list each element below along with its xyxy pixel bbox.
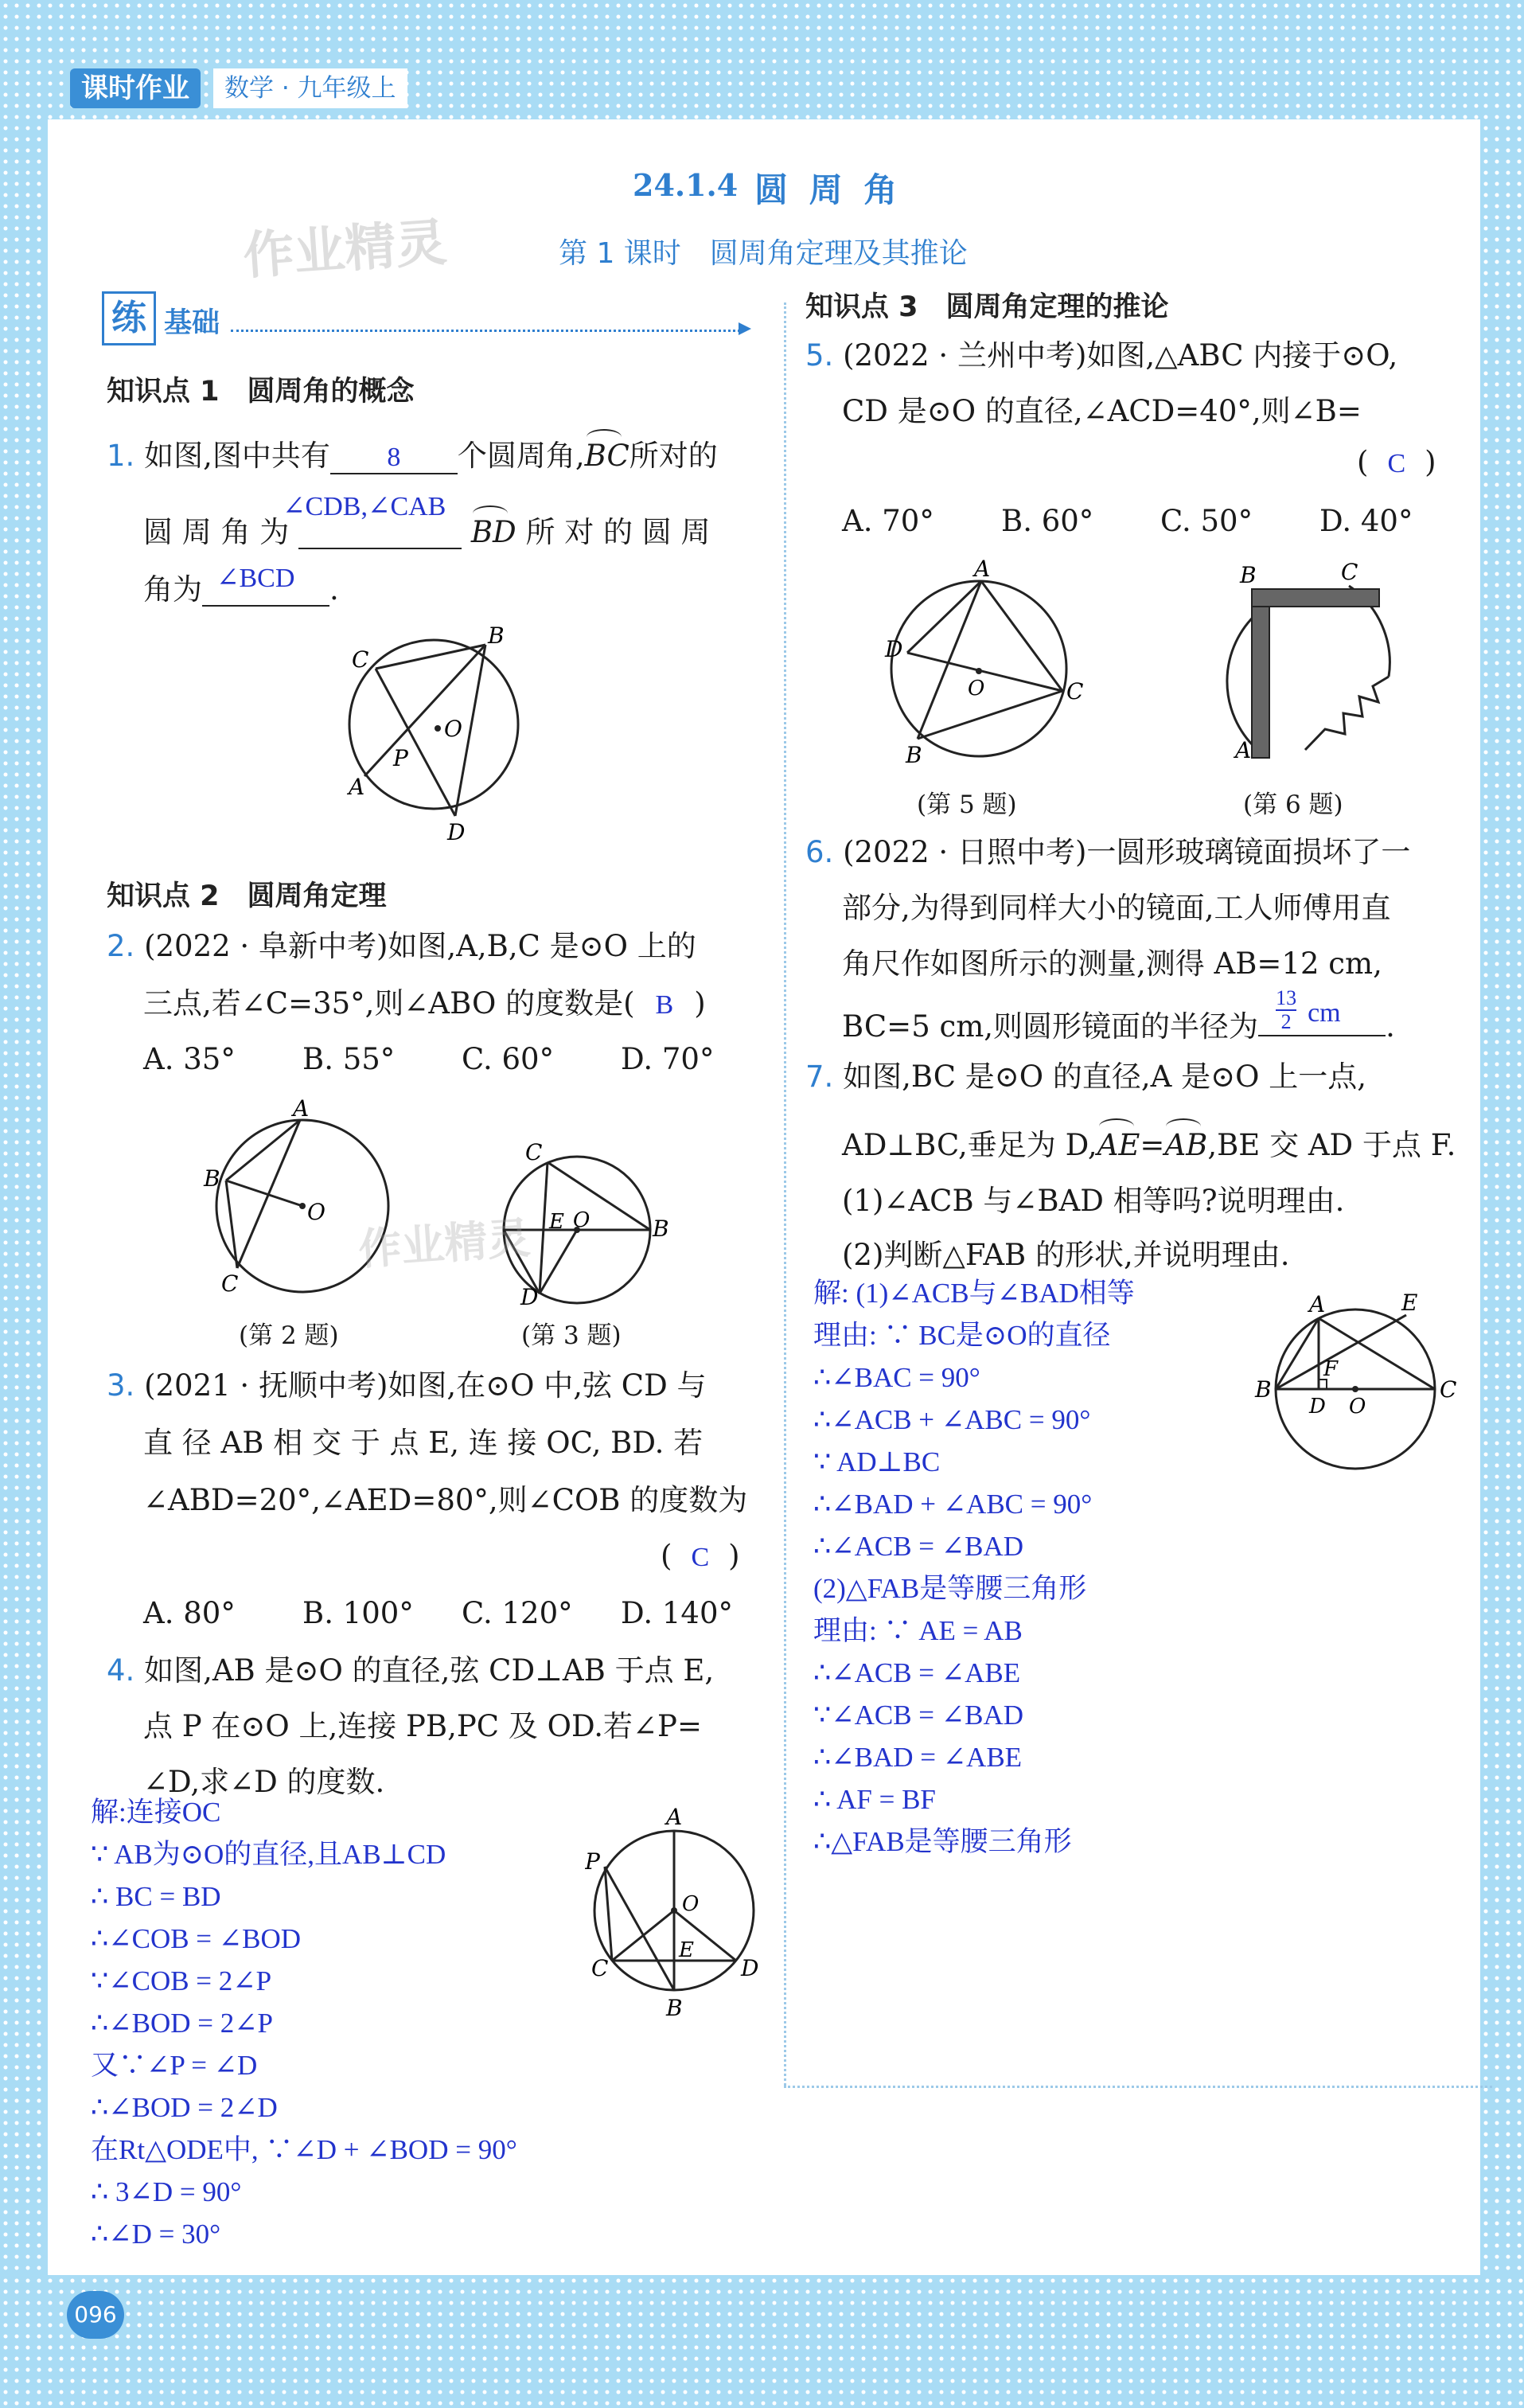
q7-sol-line: ∴∠ACB = ∠BAD — [813, 1531, 1024, 1562]
q5-number: 5. — [805, 338, 834, 373]
q2-text-2: 三点,若∠C=35°,则∠ABO 的度数是( — [143, 986, 635, 1021]
q4-sol-line: ∴ BC = BD — [91, 1881, 221, 1912]
q7-arc-ae: AE — [1097, 1128, 1140, 1162]
q1-answer-arc-bc: ∠CDB,∠CAB — [298, 517, 462, 549]
svg-text:C: C — [525, 1142, 543, 1165]
q7-text-2a: AD⊥BC,垂足为 D, — [842, 1128, 1097, 1162]
q7-solution — [813, 1272, 1135, 1863]
q7-sol-line: 解: (1)∠ACB与∠BAD相等 — [813, 1278, 1135, 1309]
q3-option-a: A. 80° — [143, 1596, 236, 1630]
q2-line1 — [107, 931, 696, 962]
svg-text:A: A — [974, 557, 991, 582]
q4-sol-line: ∴∠BOD = 2∠D — [91, 2092, 278, 2123]
q4-line1 — [107, 1653, 715, 1688]
q2-option-c: C. 60° — [462, 1042, 555, 1076]
q7-sol-line: ∴△FAB是等腰三角形 — [813, 1826, 1072, 1857]
q4-solution — [91, 1791, 517, 2255]
q4-sol-line: 解:连接OC — [91, 1797, 221, 1828]
q7-sol-line: ∴∠ACB + ∠ABC = 90° — [813, 1404, 1091, 1435]
svg-text:D: D — [1309, 1395, 1326, 1419]
right-border — [1480, 0, 1524, 2408]
practice-label: 基础 — [164, 307, 220, 339]
svg-text:E: E — [1401, 1290, 1418, 1316]
q3-caption: (第 3 题) — [521, 1321, 622, 1350]
header-brand: 课时作业 — [70, 68, 201, 108]
svg-text:C: C — [1440, 1376, 1457, 1403]
header-subject: 数学 · 九年级上 — [213, 68, 407, 108]
svg-text:D: D — [447, 819, 466, 844]
q4-sol-line: ∴∠BOD = 2∠P — [91, 2008, 274, 2039]
q7-eq: = — [1140, 1128, 1165, 1162]
q2-close: ) — [694, 986, 706, 1021]
q6-ruler-vertical — [1252, 589, 1269, 758]
q3-line2: 直 径 AB 相 交 于 点 E, 连 接 OC, BD. 若 — [143, 1426, 704, 1460]
column-divider — [784, 302, 786, 2086]
svg-text:B: B — [488, 622, 505, 649]
q7-sol-line: ∵∠ACB = ∠BAD — [813, 1700, 1024, 1731]
q1-answer-arc-bd: ∠BCD — [202, 575, 329, 607]
q4-sol-line: 在Rt△ODE中, ∵∠D + ∠BOD = 90° — [91, 2134, 517, 2165]
q2-number: 2. — [107, 929, 135, 963]
q7-line4: (2)判断△FAB 的形状,并说明理由. — [842, 1238, 1290, 1272]
svg-text:B: B — [1255, 1376, 1272, 1403]
q7-sol-line: ∴ AF = BF — [813, 1784, 936, 1815]
q2-text: (2022 · 阜新中考)如图,A,B,C 是⊙O 上的 — [144, 929, 696, 963]
q1-text-e: 所 对 的 圆 周 — [525, 515, 711, 549]
q6-end: . — [1386, 1009, 1395, 1044]
q4-figure — [585, 1807, 776, 2022]
svg-text:D: D — [520, 1284, 539, 1309]
white-ledge — [48, 119, 72, 2275]
q1-text: 如图,图中共有 — [144, 439, 330, 473]
q6-text-4: BC=5 cm,则圆形镜面的半径为 — [842, 1009, 1259, 1044]
q5-option-d: D. 40° — [1319, 504, 1413, 538]
q6-line3: 角尺作如图所示的测量,测得 AB=12 cm, — [842, 946, 1382, 981]
q7-line3: (1)∠ACB 与∠BAD 相等吗?说明理由. — [842, 1184, 1345, 1218]
q1-text-b: 个圆周角, — [457, 439, 585, 473]
q1-arc-bd: BD — [471, 515, 516, 549]
q3-number: 3. — [107, 1368, 135, 1403]
q6-line1 — [805, 837, 1410, 868]
q7-sol-line: (2)△FAB是等腰三角形 — [813, 1573, 1087, 1604]
q2-option-d: D. 70° — [621, 1042, 715, 1076]
q3-answer-line — [661, 1541, 740, 1573]
q4-sol-line: ∴∠D = 30° — [91, 2219, 221, 2250]
q5-open: ( — [1357, 445, 1369, 479]
svg-text:O: O — [307, 1199, 325, 1225]
q7-sol-line: 理由: ∵ BC是⊙O的直径 — [813, 1320, 1111, 1351]
q4-line2: 点 P 在⊙O 上,连接 PB,PC 及 OD.若∠P= — [143, 1709, 702, 1743]
svg-text:B: B — [666, 1995, 683, 2021]
q2-options — [143, 1044, 714, 1075]
q6-caption: (第 6 题) — [1243, 790, 1343, 819]
q4-sol-line: ∵∠COB = 2∠P — [91, 1965, 272, 1996]
q1-line3 — [143, 564, 339, 607]
q7-number: 7. — [805, 1060, 834, 1094]
q3-option-c: C. 120° — [462, 1596, 573, 1630]
q1-line1 — [107, 441, 718, 474]
q3-options — [143, 1598, 733, 1629]
practice-dotted-line — [231, 330, 740, 332]
q5-option-a: A. 70° — [842, 504, 934, 538]
q4-sol-line: ∴∠COB = ∠BOD — [91, 1923, 302, 1954]
q6-text-1: (2022 · 日照中考)一圆形玻璃镜面损坏了一 — [843, 835, 1411, 869]
q6-figure — [1194, 557, 1432, 772]
svg-text:E: E — [679, 1938, 694, 1962]
svg-text:C: C — [1066, 678, 1084, 704]
q7-sol-line: ∴∠ACB = ∠ABE — [813, 1657, 1021, 1688]
q7-sol-line: ∵ AD⊥BC — [813, 1446, 941, 1477]
q5-option-c: C. 50° — [1160, 504, 1253, 538]
svg-text:F: F — [1323, 1357, 1339, 1381]
q7-sol-line: ∴∠BAD + ∠ABC = 90° — [813, 1489, 1093, 1520]
practice-arrow-icon — [739, 322, 751, 335]
svg-text:E: E — [549, 1210, 564, 1234]
svg-text:P: P — [585, 1848, 600, 1875]
bottom-border — [0, 2275, 1524, 2408]
q3-option-d: D. 140° — [621, 1596, 733, 1630]
q6-answer: 13 2 cm — [1258, 1005, 1386, 1036]
q1-text-g: . — [329, 572, 339, 607]
watermark-2: 作业精灵 — [357, 1212, 532, 1275]
q4-sol-line: 又∵∠P = ∠D — [91, 2050, 258, 2081]
kp2-heading: 知识点 2 圆周角定理 — [107, 880, 387, 912]
svg-text:C: C — [1341, 559, 1358, 585]
q7-arc-ab: AB — [1164, 1128, 1207, 1162]
q3-answer: C — [691, 1543, 710, 1572]
svg-text:O: O — [1349, 1395, 1366, 1419]
q4-sol-line: ∵ AB为⊙O的直径,且AB⊥CD — [91, 1839, 446, 1870]
q7-sol-line: ∴∠BAD = ∠ABE — [813, 1742, 1023, 1773]
section-number: 24.1.4 — [633, 167, 739, 203]
q6-number: 6. — [805, 835, 834, 869]
q2-answer: B — [655, 990, 674, 1020]
section-title: 圆 周 角 — [754, 170, 902, 209]
q5-line2: CD 是⊙O 的直径,∠ACD=40°,则∠B= — [842, 394, 1362, 428]
q7-line1 — [805, 1062, 1366, 1092]
svg-text:B: B — [1240, 562, 1257, 588]
q7-sol-line: 理由: ∵ AE = AB — [813, 1615, 1023, 1646]
svg-text:C: C — [221, 1270, 239, 1297]
q1-text-f: 角为 — [143, 572, 202, 607]
svg-text:O: O — [682, 1892, 700, 1916]
q2-line2 — [143, 986, 706, 1021]
svg-text:O: O — [573, 1208, 591, 1232]
lesson-title: 第 1 课时 圆周角定理及其推论 — [559, 237, 968, 270]
practice-icon: 练 — [102, 291, 156, 345]
q5-close: ) — [1425, 445, 1436, 479]
q1-arc-bc: BC — [585, 439, 629, 473]
q1-text-d: 圆 周 角 为 — [143, 515, 290, 549]
q5-figure — [867, 557, 1090, 772]
q5-answer: C — [1387, 449, 1406, 478]
q3-line3: ∠ABD=20°,∠AED=80°,则∠COB 的度数为 — [143, 1483, 748, 1517]
svg-text:B: B — [653, 1216, 669, 1242]
svg-text:A: A — [1309, 1291, 1326, 1317]
q7-text-2b: ,BE 交 AD 于点 F. — [1207, 1128, 1456, 1162]
q3-open: ( — [661, 1539, 672, 1573]
kp1-heading: 知识点 1 圆周角的概念 — [107, 376, 415, 408]
q5-text-1: (2022 · 兰州中考)如图,△ABC 内接于⊙O, — [843, 338, 1398, 373]
svg-text:A: A — [666, 1807, 683, 1830]
q1-circle — [349, 640, 518, 809]
q2-option-a: A. 35° — [143, 1042, 236, 1076]
q6-line2: 部分,为得到同样大小的镜面,工人师傅用直 — [842, 891, 1391, 925]
q7-figure — [1253, 1282, 1476, 1473]
q5-line1 — [805, 338, 1398, 373]
q4-text-1: 如图,AB 是⊙O 的直径,弦 CD⊥AB 于点 E, — [144, 1653, 715, 1688]
q1-number: 1. — [107, 439, 135, 473]
q1-answer-count: 8 — [330, 441, 458, 474]
q7-sol-line: ∴∠BAC = 90° — [813, 1362, 980, 1393]
svg-text:O: O — [968, 677, 985, 701]
page-number: 096 — [67, 2291, 124, 2339]
watermark: 作业精灵 — [241, 213, 449, 287]
q4-sol-line: ∴ 3∠D = 90° — [91, 2176, 242, 2207]
q3-text-1: (2021 · 抚顺中考)如图,在⊙O 中,弦 CD 与 — [144, 1368, 707, 1403]
q1-figure — [334, 621, 541, 844]
q5-options — [842, 506, 1413, 537]
svg-text:A: A — [293, 1099, 310, 1122]
right-bottom-line — [784, 2086, 1492, 2088]
svg-text:B: B — [204, 1165, 220, 1192]
q5-answer-line — [1357, 447, 1436, 479]
q7-text-1: 如图,BC 是⊙O 的直径,A 是⊙O 上一点, — [843, 1060, 1366, 1094]
svg-text:C: C — [591, 1955, 609, 1981]
q3-line1 — [107, 1368, 707, 1403]
svg-text:A: A — [349, 774, 365, 800]
q5-caption: (第 5 题) — [917, 790, 1017, 819]
q4-line3: ∠D,求∠D 的度数. — [143, 1765, 385, 1799]
q1-line2 — [143, 492, 711, 549]
svg-text:B: B — [906, 742, 922, 768]
q4-number: 4. — [107, 1653, 135, 1688]
q2-caption: (第 2 题) — [239, 1321, 339, 1350]
q2-option-b: B. 55° — [302, 1042, 396, 1076]
svg-text:D: D — [741, 1955, 759, 1981]
svg-text:C: C — [352, 646, 369, 673]
q5-option-b: B. 60° — [1001, 504, 1094, 538]
svg-text:A: A — [1235, 737, 1252, 763]
q6-line4 — [842, 986, 1395, 1044]
kp3-heading: 知识点 3 圆周角定理的推论 — [805, 291, 1169, 323]
q1-text-c: 所对的 — [629, 439, 718, 473]
q3-close: ) — [728, 1539, 740, 1573]
svg-text:D: D — [885, 636, 903, 662]
q3-option-b: B. 100° — [302, 1596, 414, 1630]
q7-line2 — [842, 1130, 1456, 1161]
svg-text:O: O — [444, 716, 462, 742]
q6-ruler-horizontal — [1252, 589, 1379, 607]
svg-text:P: P — [393, 745, 408, 771]
